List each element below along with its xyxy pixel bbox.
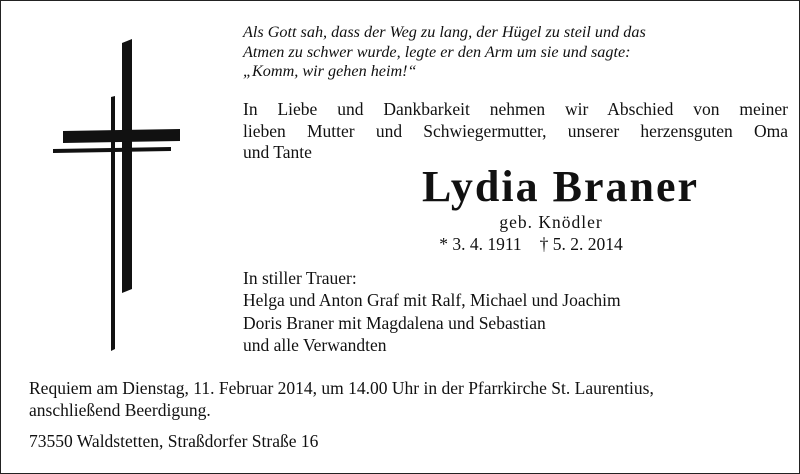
bible-quote: [243, 23, 783, 82]
maiden-name: geb. Knödler: [499, 212, 603, 232]
farewell-line: und Tante: [243, 142, 312, 162]
life-dates: [381, 233, 681, 255]
mourners-heading: In stiller Trauer:: [243, 268, 357, 288]
quote-line: Atmen zu schwer wurde, legte er den Arm um sie und sagte:: [243, 42, 631, 61]
deceased-name: Lydia Braner: [421, 162, 700, 211]
farewell-line: lieben Mutter und Schwiegermutter, unserer herzensguten Oma: [243, 120, 788, 141]
farewell-line: In Liebe und Dankbarkeit nehmen wir Abschied von meiner: [243, 99, 788, 119]
family-address: 73550 Waldstetten, Straßdorfer Straße 16: [29, 431, 319, 451]
mourner-line: und alle Verwandten: [243, 334, 387, 355]
quote-line: Als Gott sah, dass der Weg zu lang, der Hügel zu steil und das: [243, 23, 646, 41]
mourner-line: Helga und Anton Graf mit Ralf, Michael und Joachim: [243, 290, 621, 311]
death-date: † 5. 2. 2014: [539, 234, 623, 254]
service-line: Requiem am Dienstag, 11. Februar 2014, um 14.00 Uhr in der Pfarrkirche St. Laurentius,: [29, 378, 654, 398]
service-line: anschließend Beerdigung.: [29, 399, 211, 420]
birth-date: * 3. 4. 1911: [439, 234, 522, 254]
quote-line: „Komm, wir gehen heim!“: [243, 62, 417, 80]
cross-icon: [49, 37, 183, 355]
service-info: [29, 378, 789, 421]
farewell-text: [243, 99, 788, 164]
mourners-block: [243, 267, 788, 356]
mourner-line: Doris Braner mit Magdalena und Sebastian: [243, 312, 546, 333]
